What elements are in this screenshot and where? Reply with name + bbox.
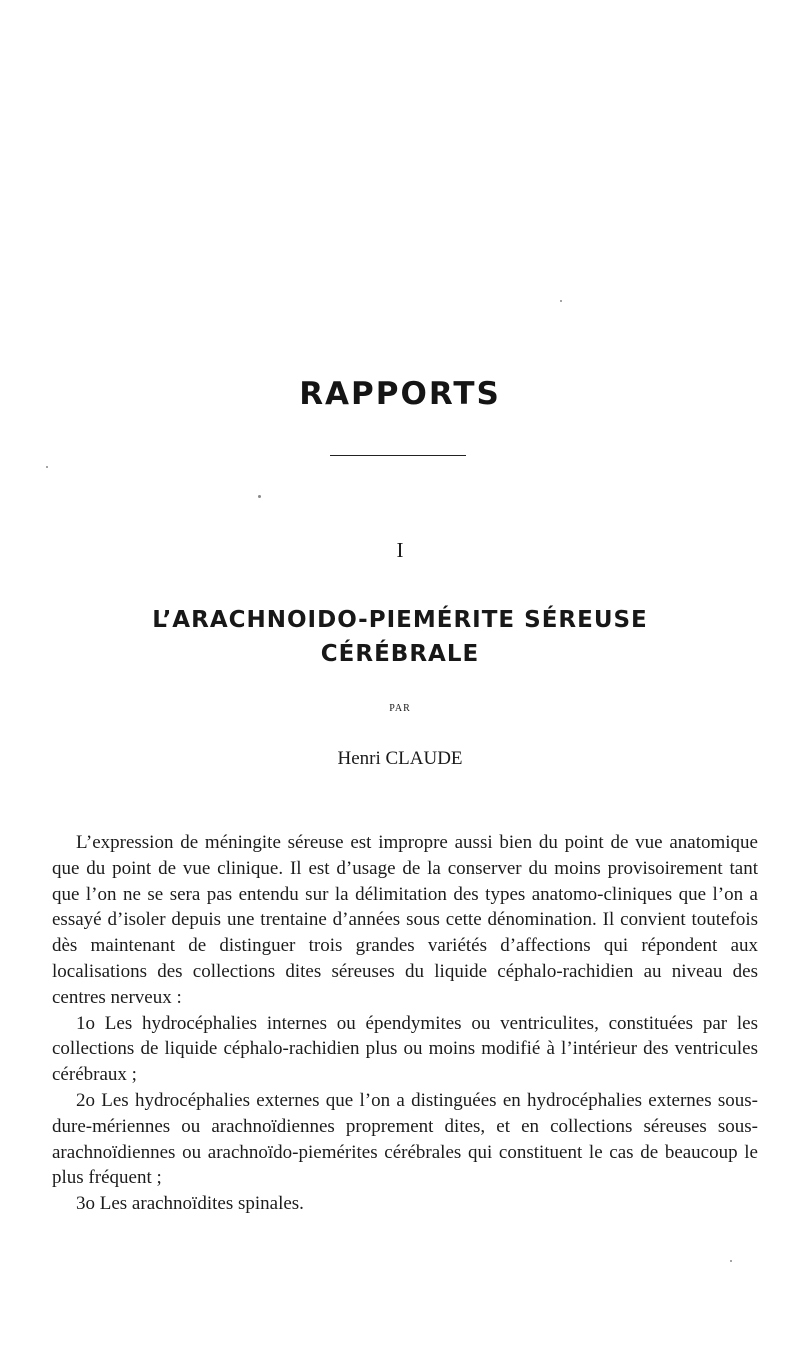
- body-text: [52, 830, 758, 1217]
- author-name: Henri CLAUDE: [337, 748, 463, 769]
- title-rule: [330, 455, 466, 456]
- scan-speck: [730, 1260, 732, 1262]
- paragraph-item-1: 1o Les hydrocéphalies internes ou épendymites ou ventriculites, constituées par les collections de liquide céphalo-rachidien plus ou moins modifié à l’intérieur des ventricules cérébraux ;: [52, 1012, 758, 1086]
- paragraph-intro: L’expression de méningite séreuse est impropre aussi bien du point de vue anatomique que du point de vue clinique. Il est d’usage de la conserver du moins provisoirement tant que l’on ne se sera pas entendu sur la délimitation des types anatomo-cliniques que l’on a essayé d’isoler depuis une trentaine d’années sous cette dénomination. Il convient toutefois dès maintenant de distinguer trois grandes variétés d’affections qui répondent aux localisations des collections dites séreuses du liquide céphalo-rachidien au niveau des centres nerveux :: [52, 832, 758, 1008]
- section-title: RAPPORTS: [299, 376, 501, 412]
- article-title-line-2: CÉRÉBRALE: [320, 641, 480, 667]
- paragraph-item-2: 2o Les hydrocéphalies externes que l’on a distinguées en hydrocéphalies externes sous-dure-mériennes ou arachnoïdiennes proprement dites, et en collections séreuses sous-arachnoïdiennes ou arachnoïdo-piemérites cérébrales qui constituent le cas de beaucoup le plus fréquent ;: [52, 1089, 758, 1189]
- scan-speck: [46, 466, 48, 468]
- byline-prefix: PAR: [389, 703, 411, 714]
- scan-speck: [258, 495, 261, 498]
- chapter-number: I: [396, 538, 404, 562]
- paragraph-item-3: 3o Les arachnoïdites spinales.: [76, 1193, 304, 1215]
- scan-speck: [560, 300, 562, 302]
- article-title-line-1: L’ARACHNOIDO-PIEMÉRITE SÉREUSE: [152, 607, 648, 633]
- article-title: [0, 603, 800, 671]
